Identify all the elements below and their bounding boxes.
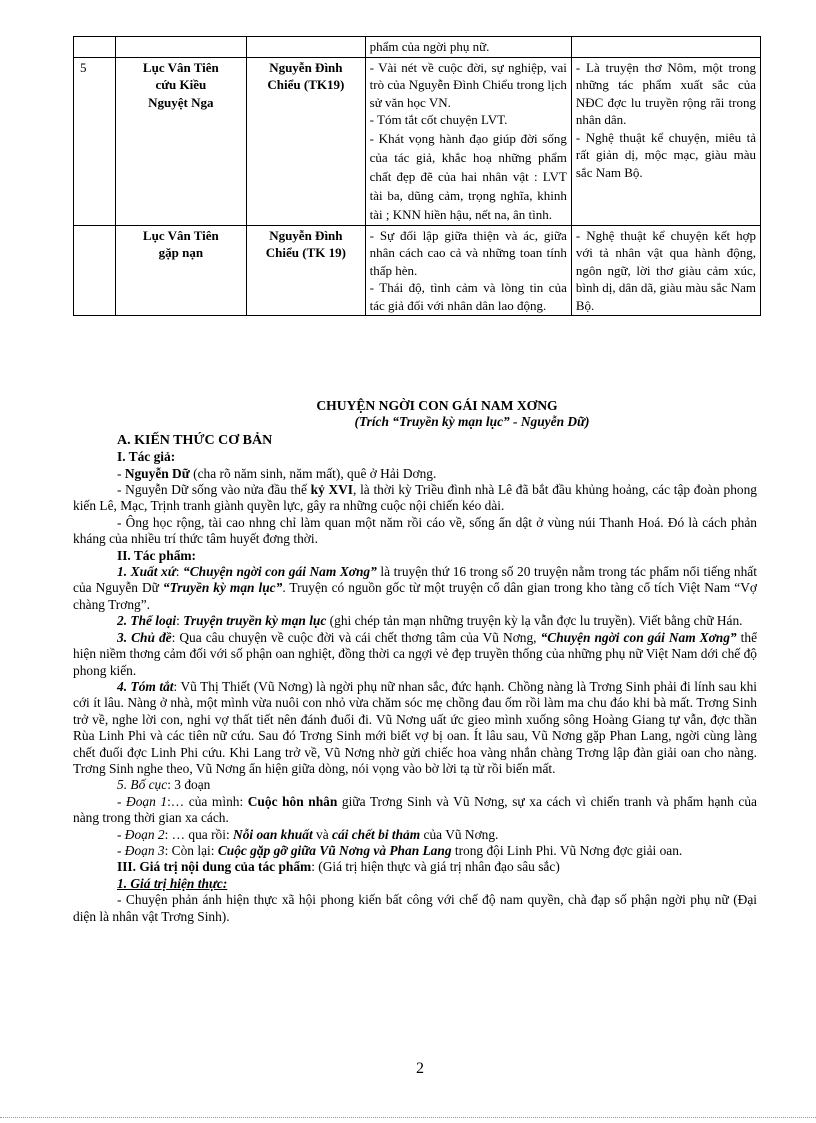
paragraph: - Đoạn 3: Còn lại: Cuộc gặp gỡ giữa Vũ Nơng và Phan Lang trong đội Linh Phi. Vũ Nơng đợc giải oan. [117,842,683,858]
author: Nguyễn Đình Chiểu (TK19) [247,57,366,225]
content-cell: - Vài nét về cuộc đời, sự nghiệp, vai trò của Nguyễn Đình Chiểu trong lịch sử văn học VN. - Tóm tắt cốt chuyện LVT. - Khát vọng hành đạo giúp đời sống của tác giả, khắc hoạ những phẩm chất đẹp đẽ của hai nhân vật : LVT tài ba, dũng cảm, trọng nghĩa, khinh tài ; KNN hiền hậu, nết na, ân tình. [365,57,571,225]
work-title: Lục Vân Tiên gặp nạn [115,225,246,316]
table-row [74,37,761,58]
art-cell: - Là truyện thơ Nôm, một trong những tác phẩm xuất sắc của NĐC đợc lu truyền rộng rãi trong nhân dân. - Nghệ thuật kể chuyện, miêu tả rất giản dị, mộc mạc, giàu màu sắc Nam Bộ. [571,57,760,225]
subsection-heading: II. Tác phẩm: [117,547,196,563]
table-cell [571,37,760,58]
table-cell [74,37,116,58]
paragraph: 1. Xuất xứ: “Chuyện ngời con gái Nam Xơng” là truyện thứ 16 trong số 20 truyện nằm trong tác phẩm nổi tiếng nhất của Nguyễn Dữ “Truyền kỳ mạn lục”. Truyện có nguồn gốc từ một truyện cổ dân gian trong kho tàng cổ tích Việt Nam “Vợ chàng Trơng”. [73,564,758,612]
page-bottom-rule [0,1117,816,1118]
author: Nguyễn Đình Chiểu (TK 19) [247,225,366,316]
table-row [74,225,761,316]
paragraph: 3. Chủ đề: Qua câu chuyện về cuộc đời và cái chết thơng tâm của Vũ Nơng, “Chuyện ngời con gái Nam Xơng” thể hiện niềm thơng cảm đối với số phận oan nghiệt, đồng thời ca ngợi vẻ đẹp truyền thống của những phụ nữ Việt Nam dới chế độ phong kiến. [73,629,758,678]
table-row [74,57,761,225]
main-text [73,398,758,925]
page-number: 2 [416,1060,424,1077]
row-number: 5 [74,57,116,225]
subsection-heading: 1. Giá trị hiện thực: [117,875,228,891]
paragraph: 4. Tóm tắt: Vũ Thị Thiết (Vũ Nơng) là ngời phụ nữ nhan sắc, đức hạnh. Chồng nàng là Trơng Sinh phải đi lính sau khi cới ít lâu. Nàng ở nhà, một mình vừa nuôi con nhỏ vừa chăm sóc mẹ chồng đau ốm rồi làm ma chu đáo khi bà mất. Trơng Sinh trở về, nghe lời con, nghi vợ thất tiết nên đánh đuổi đi. Vũ Nơng uất ức gieo mình xuống sông Hoàng Giang tự vẫn, đợc thần Rùa Linh Phi và các tiên nữ cứu. Sau đó Trơng Sinh mới biết vợ bị oan. Ít lâu sau, Vũ Nơng gặp Phan Lang, ngời cùng làng chết đuối đợc Linh Phi cứu. Khi Lang trở về, Vũ Nơng nhờ gửi chiếc hoa vàng nhắn chàng Trơng lập đàn giải oan cho nàng. Trơng Sinh nghe theo, Vũ Nơng ẩn hiện giữa dòng, nói vọng vào bờ lời tạ từ rồi biến mất. [73,678,757,776]
table-cell [115,37,246,58]
section-heading: A. KIẾN THỨC CƠ BẢN [117,432,273,448]
subsection-heading: III. Giá trị nội dung của tác phẩm: (Giá trị hiện thực và giá trị nhân đạo sâu sắc) [117,859,560,875]
paragraph: - Nguyễn Dữ sống vào nửa đầu thế kỷ XVI, là thời kỳ Triều đình nhà Lê đã bắt đầu khủng hoảng, các tập đoàn phong kiến Lê, Mạc, Trịnh tranh giành quyền lực, gây ra những cuộc nội chiến kéo dài. [73,482,757,514]
paragraph: - Nguyễn Dữ (cha rõ năm sinh, năm mất), quê ở Hải Dơng. [117,465,437,481]
literature-summary-table [73,36,761,316]
paragraph: - Ông học rộng, tài cao nhng chỉ làm quan một năm rồi cáo về, sống ẩn dật ở vùng núi Thanh Hoá. Đó là cách phản kháng của nhiều trí thức tâm huyết đơng thời. [73,514,757,547]
paragraph: 2. Thể loại: Truyện truyền kỳ mạn lục (ghi chép tản mạn những truyện kỳ lạ vẫn đợc lu truyền). Viết bằng chữ Hán. [117,613,743,629]
row-number [74,225,116,316]
page-title: CHUYỆN NGỜI CON GÁI NAM XƠNG [316,398,558,413]
paragraph: - Đoạn 1:… của mình: Cuộc hôn nhân giữa Trơng Sinh và Vũ Nơng, sự xa cách vì chiến tranh và phẩm hạnh của nàng trong thời gian xa cách. [73,793,757,826]
subsection-heading: I. Tác giả: [117,449,176,465]
cell-text: phẩm của ngời phụ nữ. [369,39,490,54]
page-subtitle: (Trích “Truyền kỳ mạn lục” - Nguyễn Dữ) [354,414,590,430]
paragraph: 5. Bố cục: 3 đoạn [117,777,211,793]
table-cell [365,37,571,58]
paragraph: - Đoạn 2: … qua rồi: Nỗi oan khuất và cái chết bi thảm của Vũ Nơng. [117,826,499,842]
content-cell: - Sự đối lập giữa thiện và ác, giữa nhân cách cao cả và những toan tính thấp hèn. - Thái độ, tình cảm và lòng tin của tác giả đối với nhân dân lao động. [365,225,571,316]
paragraph: - Chuyện phản ánh hiện thực xã hội phong kiến bất công với chế độ nam quyền, chà đạp số phận ngời phụ nữ (Đại diện là nhân vật Trơng Sinh). [73,892,757,924]
art-cell: - Nghệ thuật kể chuyện kết hợp với tả nhân vật qua hành động, ngôn ngữ, lời thơ giàu cảm xúc, bình dị, dân dã, giàu màu sắc Nam Bộ. [571,225,760,316]
work-title: Lục Vân Tiên cứu Kiều Nguyệt Nga [115,57,246,225]
table-cell [247,37,366,58]
